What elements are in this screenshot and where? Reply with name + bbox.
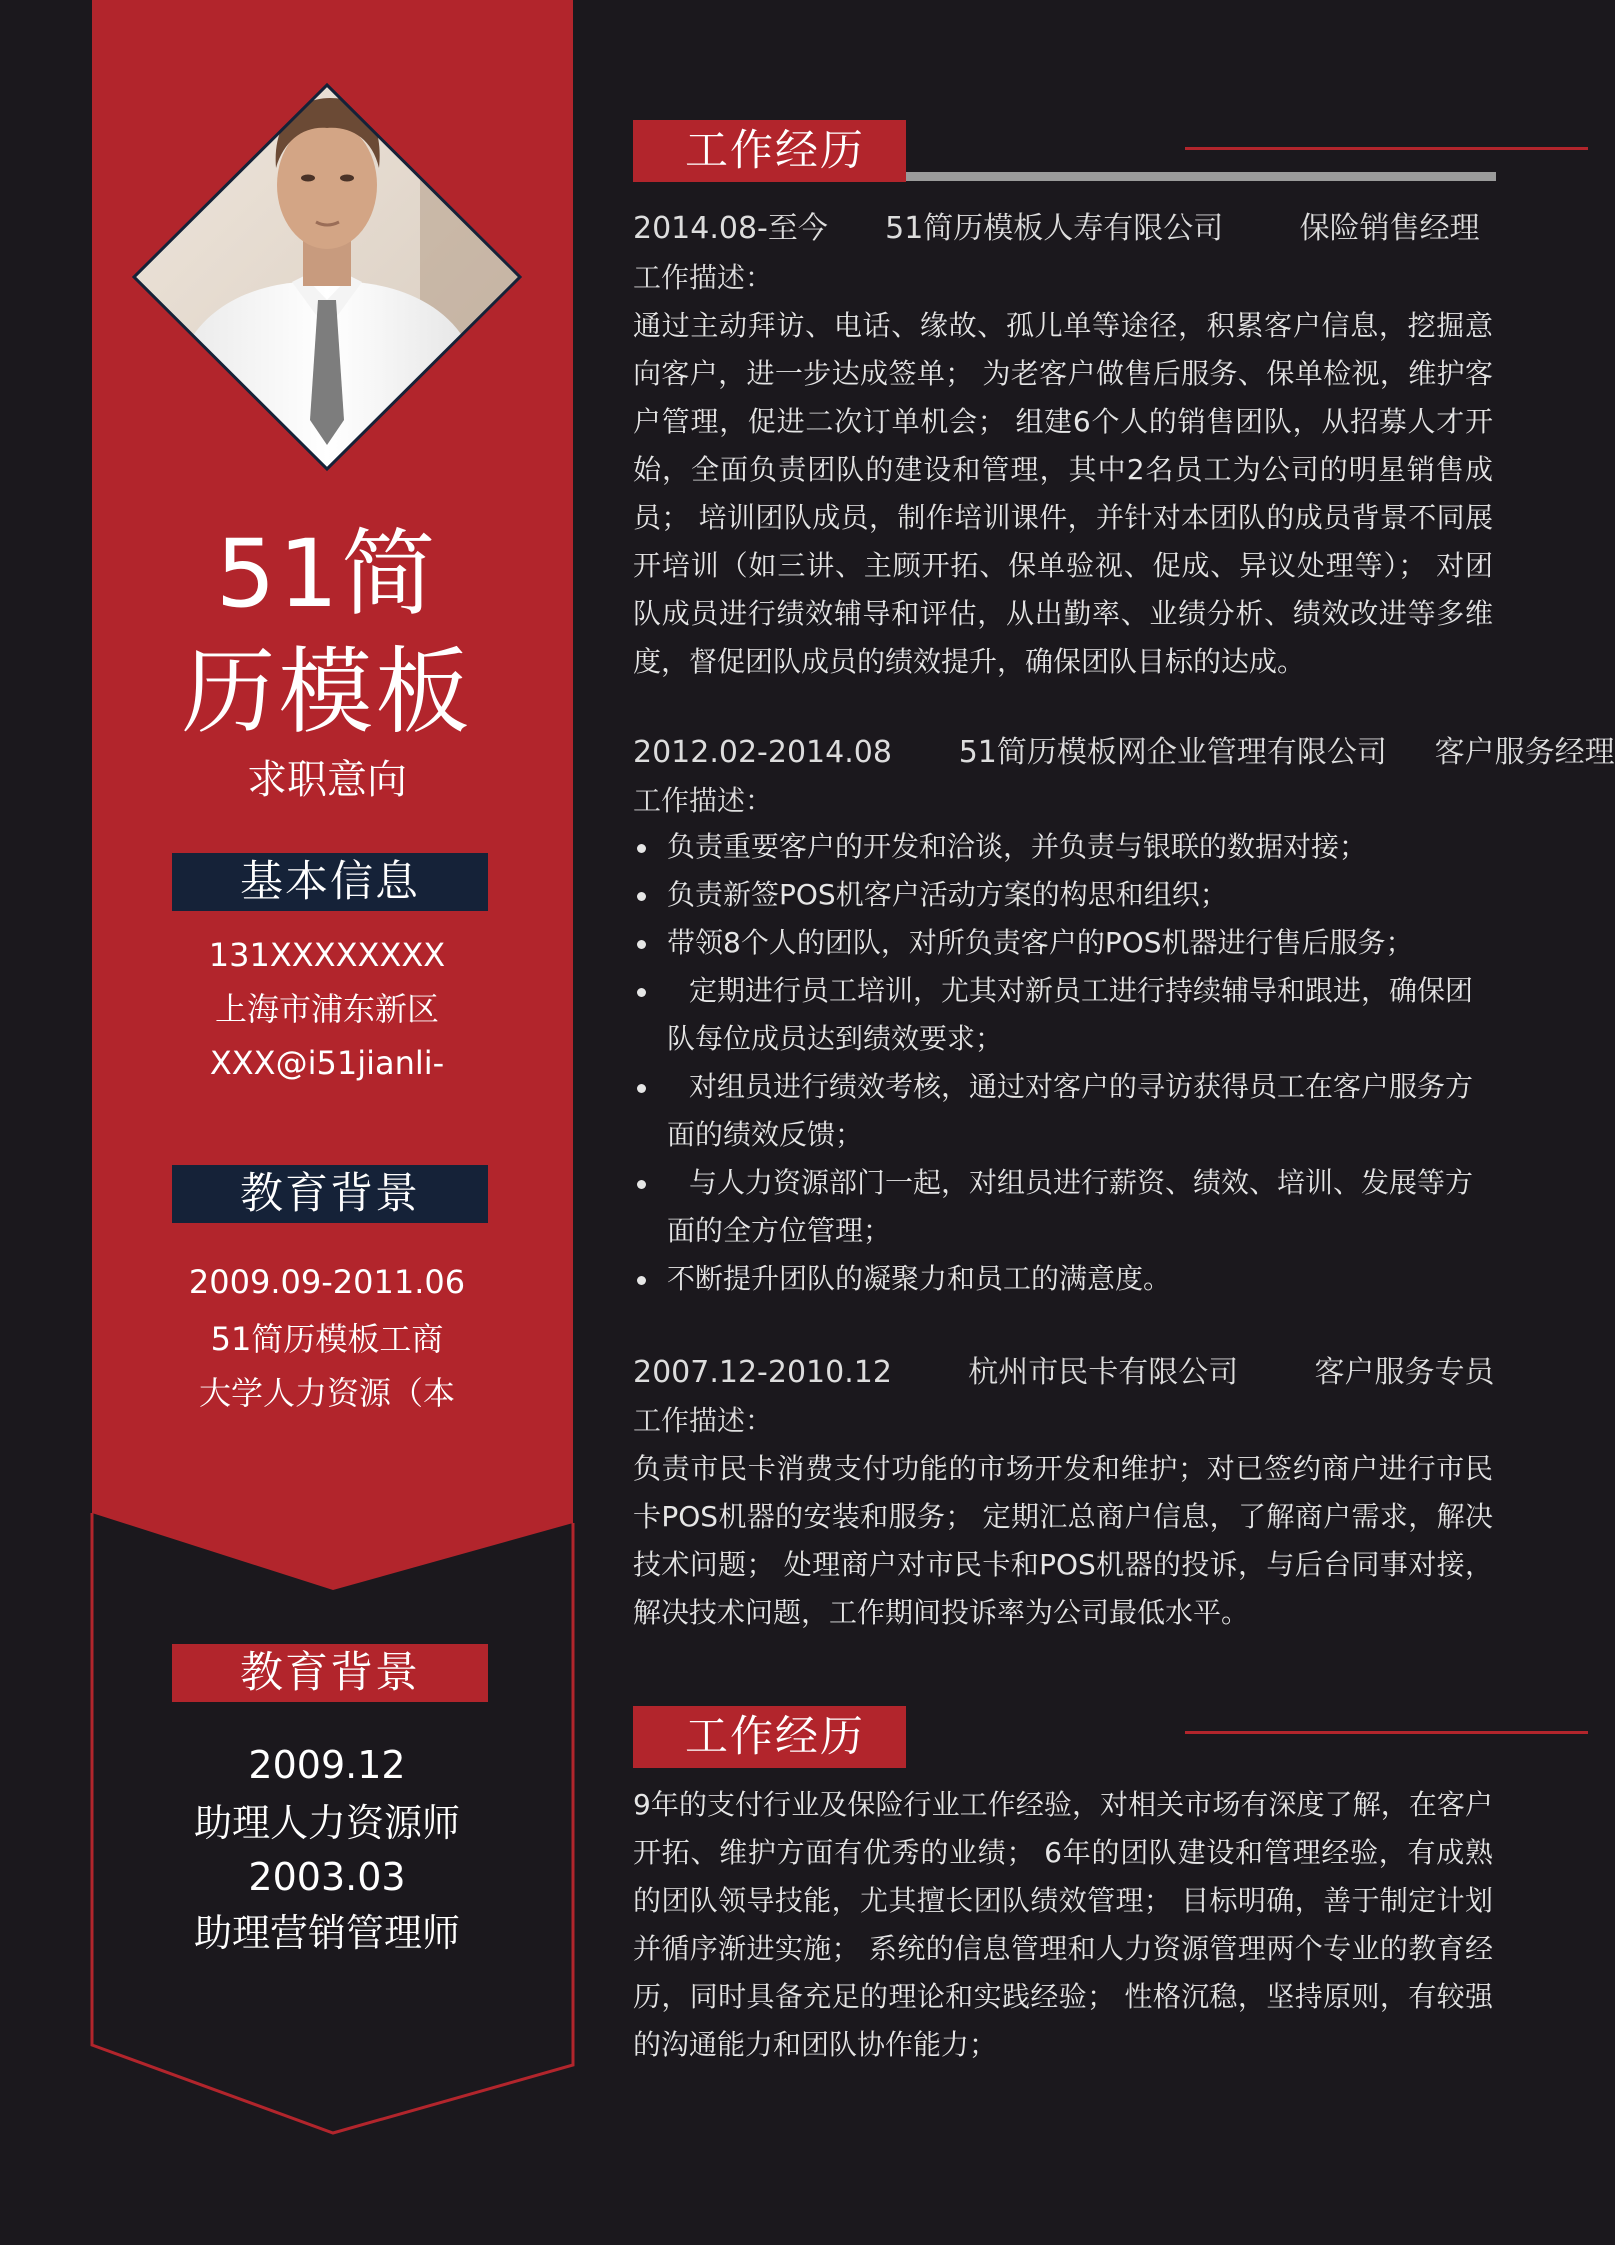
resume-name-line-1: 51简 xyxy=(215,520,439,629)
summary-heading: 工作经历 xyxy=(633,1706,906,1768)
job-3-company: 杭州市民卡有限公司 xyxy=(968,1355,1239,1390)
basic-info-heading: 基本信息 xyxy=(172,853,488,911)
education-school-line-2: 大学人力资源（本 xyxy=(198,1374,455,1412)
job-3-desc-label: 工作描述： xyxy=(633,1404,774,1437)
list-item: 不断提升团队的凝聚力和员工的满意度。 xyxy=(633,1255,1493,1303)
job-1-period: 2014.08-至今 xyxy=(633,211,828,246)
job-3-description: 负责市民卡消费支付功能的市场开发和维护；对已签约商户进行市民卡POS机器的安装和服务； 定期汇总商户信息，了解商户需求，解决技术问题； 处理商户对市民卡和POS机器的投诉，与后台同事对接，解决技术问题，工作期间投诉率为公司最低水平。 xyxy=(633,1452,1493,1629)
heading-gray-rule xyxy=(906,172,1496,181)
resume-name-line-2: 历模板 xyxy=(181,638,473,747)
certificate-date-1: 2009.12 xyxy=(248,1743,406,1787)
job-2-period: 2012.02-2014.08 xyxy=(633,735,892,770)
list-item: 负责新签POS机客户活动方案的构思和组织； xyxy=(633,871,1493,919)
list-item-text: 对组员进行绩效考核，通过对客户的寻访获得员工在客户服务方面的绩效反馈； xyxy=(667,1070,1474,1151)
education-heading: 教育背景 xyxy=(172,1165,488,1223)
job-2-bullet-list xyxy=(633,823,1493,1303)
certificates-heading: 教育背景 xyxy=(172,1644,488,1702)
job-3-period: 2007.12-2010.12 xyxy=(633,1355,892,1390)
list-item xyxy=(633,1159,1493,1255)
heading-red-rule xyxy=(1185,147,1588,150)
address: 上海市浦东新区 xyxy=(214,990,439,1028)
summary-text: 9年的支付行业及保险行业工作经验，对相关市场有深度了解，在客户开拓、维护方面有优秀的业绩； 6年的团队建设和管理经验，有成熟的团队领导技能，尤其擅长团队绩效管理； 目标明确，善于制定计划并循序渐进实施； 系统的信息管理和人力资源管理两个专业的教育经历，同时具备充足的理论和实践经验； 性格沉稳，坚持原则，有较强的沟通能力和团队协作能力； xyxy=(633,1788,1493,2061)
education-period: 2009.09-2011.06 xyxy=(188,1263,466,1301)
job-2-company: 51简历模板网企业管理有限公司 xyxy=(958,735,1387,770)
education-school-line-1: 51简历模板工商 xyxy=(210,1320,444,1358)
list-item-text: 与人力资源部门一起，对组员进行薪资、绩效、培训、发展等方面的全方位管理； xyxy=(667,1166,1474,1247)
job-1-title: 保险销售经理 xyxy=(1299,211,1480,246)
job-3-title: 客户服务专员 xyxy=(1314,1355,1495,1390)
job-2-title: 客户服务经理 xyxy=(1434,735,1615,770)
list-item: 负责重要客户的开发和洽谈，并负责与银联的数据对接； xyxy=(633,823,1493,871)
job-1-desc-label: 工作描述： xyxy=(633,261,774,294)
job-intent-label: 求职意向 xyxy=(247,757,407,803)
list-item xyxy=(633,967,1493,1063)
job-1-description: 通过主动拜访、电话、缘故、孤儿单等途径，积累客户信息，挖掘意向客户，进一步达成签单； 为老客户做售后服务、保单检视，维护客户管理，促进二次订单机会； 组建6个人的销售团队，从招募人才开始，全面负责团队的建设和管理，其中2名员工为公司的明星销售成员； 培训团队成员，制作培训课件，并针对本团队的成员背景不同展开培训（如三讲、主顾开拓、保单验视、促成、异议处理等）； 对团队成员进行绩效辅导和评估，从出勤率、业绩分析、绩效改进等多维度，督促团队成员的绩效提升，确保团队目标的达成。 xyxy=(633,309,1493,678)
job-3-header xyxy=(633,1351,1495,1395)
job-1-company: 51简历模板人寿有限公司 xyxy=(885,211,1224,246)
phone-number: 131XXXXXXXX xyxy=(208,936,446,974)
certificate-name-1: 助理人力资源师 xyxy=(193,1801,460,1845)
job-1-header xyxy=(633,207,1480,251)
certificate-name-2: 助理营销管理师 xyxy=(193,1911,460,1955)
work-experience-heading: 工作经历 xyxy=(633,120,906,182)
job-2-header xyxy=(633,731,1615,775)
email: XXX@i51jianli- xyxy=(209,1044,445,1082)
job-2-desc-label: 工作描述： xyxy=(633,784,774,817)
certificate-date-2: 2003.03 xyxy=(248,1855,406,1899)
job-intent-container xyxy=(92,757,562,803)
list-item xyxy=(633,1063,1493,1159)
list-item-text: 定期进行员工培训，尤其对新员工进行持续辅导和跟进，确保团队每位成员达到绩效要求； xyxy=(667,974,1474,1055)
summary-red-rule xyxy=(1185,1731,1588,1734)
list-item: 带领8个人的团队，对所负责客户的POS机器进行售后服务； xyxy=(633,919,1493,967)
